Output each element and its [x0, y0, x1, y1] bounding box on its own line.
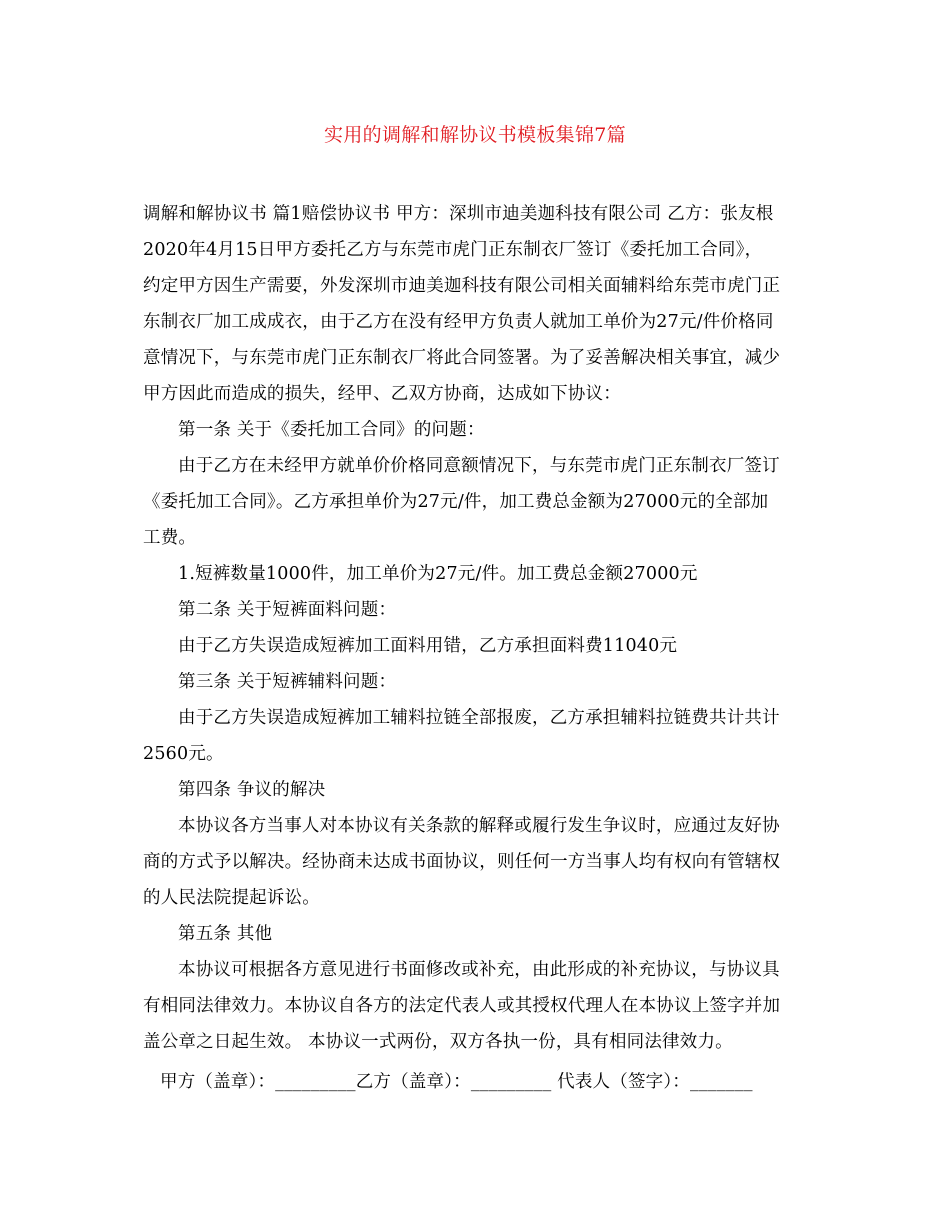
article-heading: 第一条 关于《委托加工合同》的问题：	[178, 420, 485, 440]
paragraph-line: 意情况下，与东莞市虎门正东制衣厂将此合同签署。为了妥善解决相关事宜，减少	[143, 348, 781, 368]
paragraph-line: 本协议可根据各方意见进行书面修改或补充，由此形成的补充协议，与协议具	[178, 960, 780, 980]
paragraph-line: 盖公章之日起生效。 本协议一式两份，双方各执一份，具有相同法律效力。	[143, 1032, 733, 1052]
paragraph-line: 调解和解协议书 篇1赔偿协议书 甲方：深圳市迪美迦科技有限公司 乙方：张友根	[143, 204, 774, 224]
paragraph-line: 约定甲方因生产需要，外发深圳市迪美迦科技有限公司相关面辅料给东莞市虎门正	[143, 276, 781, 296]
paragraph-line: 有相同法律效力。本协议自各方的法定代表人或其授权代理人在本协议上签字并加	[143, 996, 781, 1016]
paragraph-line: 东制衣厂加工成成衣，由于乙方在没有经甲方负责人就加工单价为27元/件价格同	[143, 312, 774, 332]
list-item: 1.短裤数量1000件，加工单价为27元/件。加工费总金额27000元	[178, 564, 698, 584]
paragraph-line: 由于乙方在未经甲方就单价价格同意额情况下，与东莞市虎门正东制衣厂签订	[178, 456, 780, 476]
paragraph-line: 由于乙方失误造成短裤加工辅料拉链全部报废，乙方承担辅料拉链费共计共计	[178, 708, 780, 728]
signature-line: 甲方（盖章）：_________乙方（盖章）：_________ 代表人（签字）：_______	[160, 1072, 753, 1092]
paragraph-line: 本协议各方当事人对本协议有关条款的解释或履行发生争议时，应通过友好协	[178, 816, 780, 836]
paragraph-line: 由于乙方失误造成短裤加工面料用错，乙方承担面料费11040元	[178, 636, 678, 656]
article-heading: 第二条 关于短裤面料问题：	[178, 600, 397, 620]
paragraph-line: 《委托加工合同》。乙方承担单价为27元/件，加工费总金额为27000元的全部加	[143, 492, 769, 512]
paragraph-line: 2020年4月15日甲方委托乙方与东莞市虎门正东制衣厂签订《委托加工合同》，	[143, 240, 763, 260]
document-title: 实用的调解和解协议书模板集锦7篇	[324, 124, 626, 146]
paragraph-line: 2560元。	[143, 744, 224, 764]
article-heading: 第三条 关于短裤辅料问题：	[178, 672, 397, 692]
document-body	[143, 196, 813, 1060]
article-heading: 第五条 其他	[178, 924, 273, 944]
paragraph-line: 的人民法院提起诉讼。	[143, 888, 320, 908]
paragraph-line: 工费。	[143, 528, 197, 548]
paragraph-line: 甲方因此而造成的损失，经甲、乙双方协商，达成如下协议：	[143, 384, 621, 404]
paragraph-line: 商的方式予以解决。经协商未达成书面协议，则任何一方当事人均有权向有管辖权	[143, 852, 781, 872]
article-heading: 第四条 争议的解决	[178, 780, 326, 800]
